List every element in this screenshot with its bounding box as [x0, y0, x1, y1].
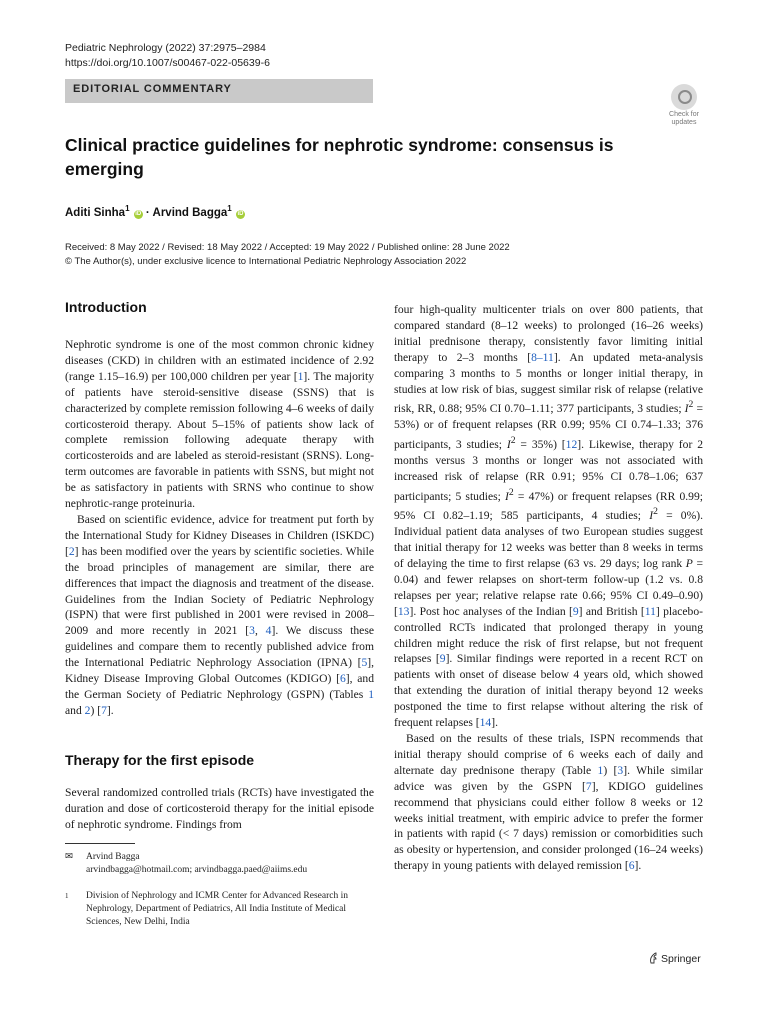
citation-link[interactable]: 12	[565, 437, 578, 451]
history-dates: Received: 8 May 2022 / Revised: 18 May 2022 / Accepted: 19 May 2022 / Published online: 28 June 2022	[65, 242, 510, 253]
author-affil-mark: 1	[125, 204, 130, 213]
publisher-footer	[649, 952, 701, 965]
check-updates-text: Check for updates	[669, 111, 699, 126]
corresponding-email[interactable]: arvindbagga@hotmail.com; arvindbagga.paed@aiims.edu	[86, 865, 308, 875]
author-list	[65, 204, 245, 219]
article-history	[65, 241, 510, 269]
publisher-name: Springer	[661, 953, 701, 965]
copyright-line: © The Author(s), under exclusive licence to International Pediatric Nephrology Association 2022	[65, 256, 467, 267]
affiliation-footnote	[65, 890, 374, 929]
paragraph: Nephrotic syndrome is one of the most common chronic kidney diseases (CKD) in children with an estimated incidence of 2.92 (range 1.15–16.9) per 100,000 children per year [1]. The majority of patients have steroid-sensitive disease (SSNS) that is characterized by complete remission following 4–6 weeks of daily corticosteroid therapy. About 5–15% of patients show lack of complete remission following adequate therapy with corticosteroids and are labeled as steroid-resistant (SRNS). Long-term outcomes are favorable in patients with SSNS, but might not be as satisfactory in patients with SRNS who continue to show nephrotic-range proteinuria.	[65, 338, 375, 511]
citation-link[interactable]: 3	[617, 763, 624, 777]
citation-link[interactable]: 11	[644, 604, 656, 618]
orcid-icon[interactable]: iD	[135, 210, 142, 217]
author-name: Arvind Bagga	[152, 206, 228, 219]
springer-horse-icon	[649, 952, 658, 964]
article-title: Clinical practice guidelines for nephrotic syndrome: consensus is emerging	[65, 135, 614, 179]
citation-link[interactable]: 6	[628, 859, 635, 873]
citation-link[interactable]: 9	[572, 604, 579, 618]
citation-link[interactable]: 8–11	[531, 350, 554, 364]
citation-link[interactable]: 9	[439, 652, 446, 666]
article-type-label: EDITORIAL COMMENTARY	[73, 83, 232, 95]
table-link[interactable]: 2	[84, 703, 91, 717]
first-episode-body	[65, 785, 374, 833]
article-type-bar	[65, 79, 373, 103]
paragraph: four high-quality multicenter trials on over 800 patients, that compared standard (8–12 weeks) to prolonged (16–26 weeks) initial prednisone therapy, consistently favor limiting initial therapy to 2–3 months [8–11]. An updated meta-analysis comparing 3 months to 5 months or longer initial therapy, in studies at low risk of bias, suggest similar risk of relapse (relative risk, RR, 0.88; 95% CI 0.70–1.11; 377 participants, 3 studies; $I^2 = 53\%$) or of frequent relapses (RR 0.99; 95% CI 0.74–1.33; 376 participants, 3 studies; $I^2 = 35\%$) [12]. Likewise, therapy for 2 months versus 3 months or longer was not associated with increased risk of relapse (RR 0.91; 95% CI 0.78–1.06; 637 participants; 5 studies; $I^2 = 47\%$) or frequent relapses (RR 0.99; 95% CI 0.82–1.19; 585 participants, 4 studies; $I^2 = 0\%$). Individual patient data analyses of two European studies suggest that initial therapy for 12 weeks was better than 8 weeks in terms of delaying the time to first relapse (63 vs. 29 days; log rank P = 0.04) and fewer relapses on short-term follow-up (1.2 vs. 0.8 relapses per year; relative relapse rate 0.66; 95% CI 0.49–0.90) [13]. Post hoc analyses of the Indian [9] and British [11] placebo-controlled RCTs indicated that prolonged therapy in young children might reduce the risk of first relapse, but not frequent relapses [9]. Similar findings were reported in a recent RCT on patients with onset of disease below 4 years old, which showed that extending the duration of initial therapy beyond 12 weeks postponed the time to first relapse without altering the risk of frequent relapses [14].	[394, 303, 704, 730]
corresponding-name: Arvind Bagga	[86, 852, 140, 862]
first-episode-heading: Therapy for the first episode	[65, 752, 255, 768]
citation-link[interactable]: 7	[585, 779, 592, 793]
table-link[interactable]: 1	[368, 687, 374, 701]
author-separator: ·	[142, 206, 153, 219]
doi-link[interactable]: https://doi.org/10.1007/s00467-022-05639-6	[65, 57, 270, 69]
journal-citation: Pediatric Nephrology (2022) 37:2975–2984	[65, 42, 266, 54]
check-updates-icon	[671, 84, 697, 110]
author-name: Aditi Sinha	[65, 206, 126, 219]
footnote-divider	[65, 843, 135, 844]
citation-link[interactable]: 6	[339, 672, 346, 686]
citation-link[interactable]: 13	[397, 604, 410, 618]
citation-link[interactable]: 2	[68, 544, 75, 558]
table-link[interactable]: 1	[597, 763, 604, 777]
orcid-icon[interactable]: iD	[237, 210, 244, 217]
corresponding-author-footnote	[65, 851, 374, 877]
introduction-body	[65, 337, 374, 719]
paragraph: Several randomized controlled trials (RCTs) have investigated the duration and dose of corticosteroid therapy for the initial episode of nephrotic syndrome. Findings from	[65, 786, 374, 831]
citation-link[interactable]: 3	[249, 624, 255, 638]
check-for-updates-badge[interactable]	[664, 84, 704, 127]
citation-link[interactable]: 7	[101, 703, 107, 717]
citation-link[interactable]: 14	[479, 716, 492, 730]
right-column-body	[394, 302, 703, 874]
citation-link[interactable]: 4	[265, 624, 272, 638]
journal-header	[65, 41, 270, 71]
paragraph: Based on scientific evidence, advice for treatment put forth by the International Study for Kidney Diseases in Children (ISKDC) [2] has been modified over the years by scientific societies. While the broad principles of management are similar, there are differences that impact the diagnosis and treatment of the disease. Guidelines from the Indian Society of Pediatric Nephrology (ISPN) that were first published in 2001 were revised in 2008–2009 and more recently in 2021 [3, 4]. We discuss these guidelines and compare them to recently published advice from the International Pediatric Nephrology Association (IPNA) [5], Kidney Disease Improving Global Outcomes (KDIGO) [6], and the German Society of Pediatric Nephrology (GSPN) (Tables 1 and 2) [7].	[65, 512, 374, 717]
introduction-heading: Introduction	[65, 299, 147, 315]
citation-link[interactable]: 1	[297, 369, 304, 383]
affiliation-text: Division of Nephrology and ICMR Center for Advanced Research in Nephrology, Department of Pediatrics, All India Institute of Medical Sciences, New Delhi, India	[86, 891, 348, 927]
affiliation-mark: 1	[65, 892, 69, 900]
paragraph: Based on the results of these trials, ISPN recommends that initial therapy should comprise of 6 weeks each of daily and alternate day prednisone therapy (Table 1) [3]. While similar advice was given by the GSPN [7], KDIGO guidelines recommend that physicians could either follow 8 weeks or 12 weeks initial treatment, with empiric advice to prefer the former in patients with rapid (< 7 days) remission or comorbidities such as obesity or hypertension, and consider prolonged (16–24 weeks) therapy in young patients with delayed remission [6].	[394, 732, 704, 873]
author-affil-mark: 1	[227, 204, 232, 213]
envelope-icon: ✉	[65, 852, 73, 862]
citation-link[interactable]: 5	[361, 656, 368, 670]
